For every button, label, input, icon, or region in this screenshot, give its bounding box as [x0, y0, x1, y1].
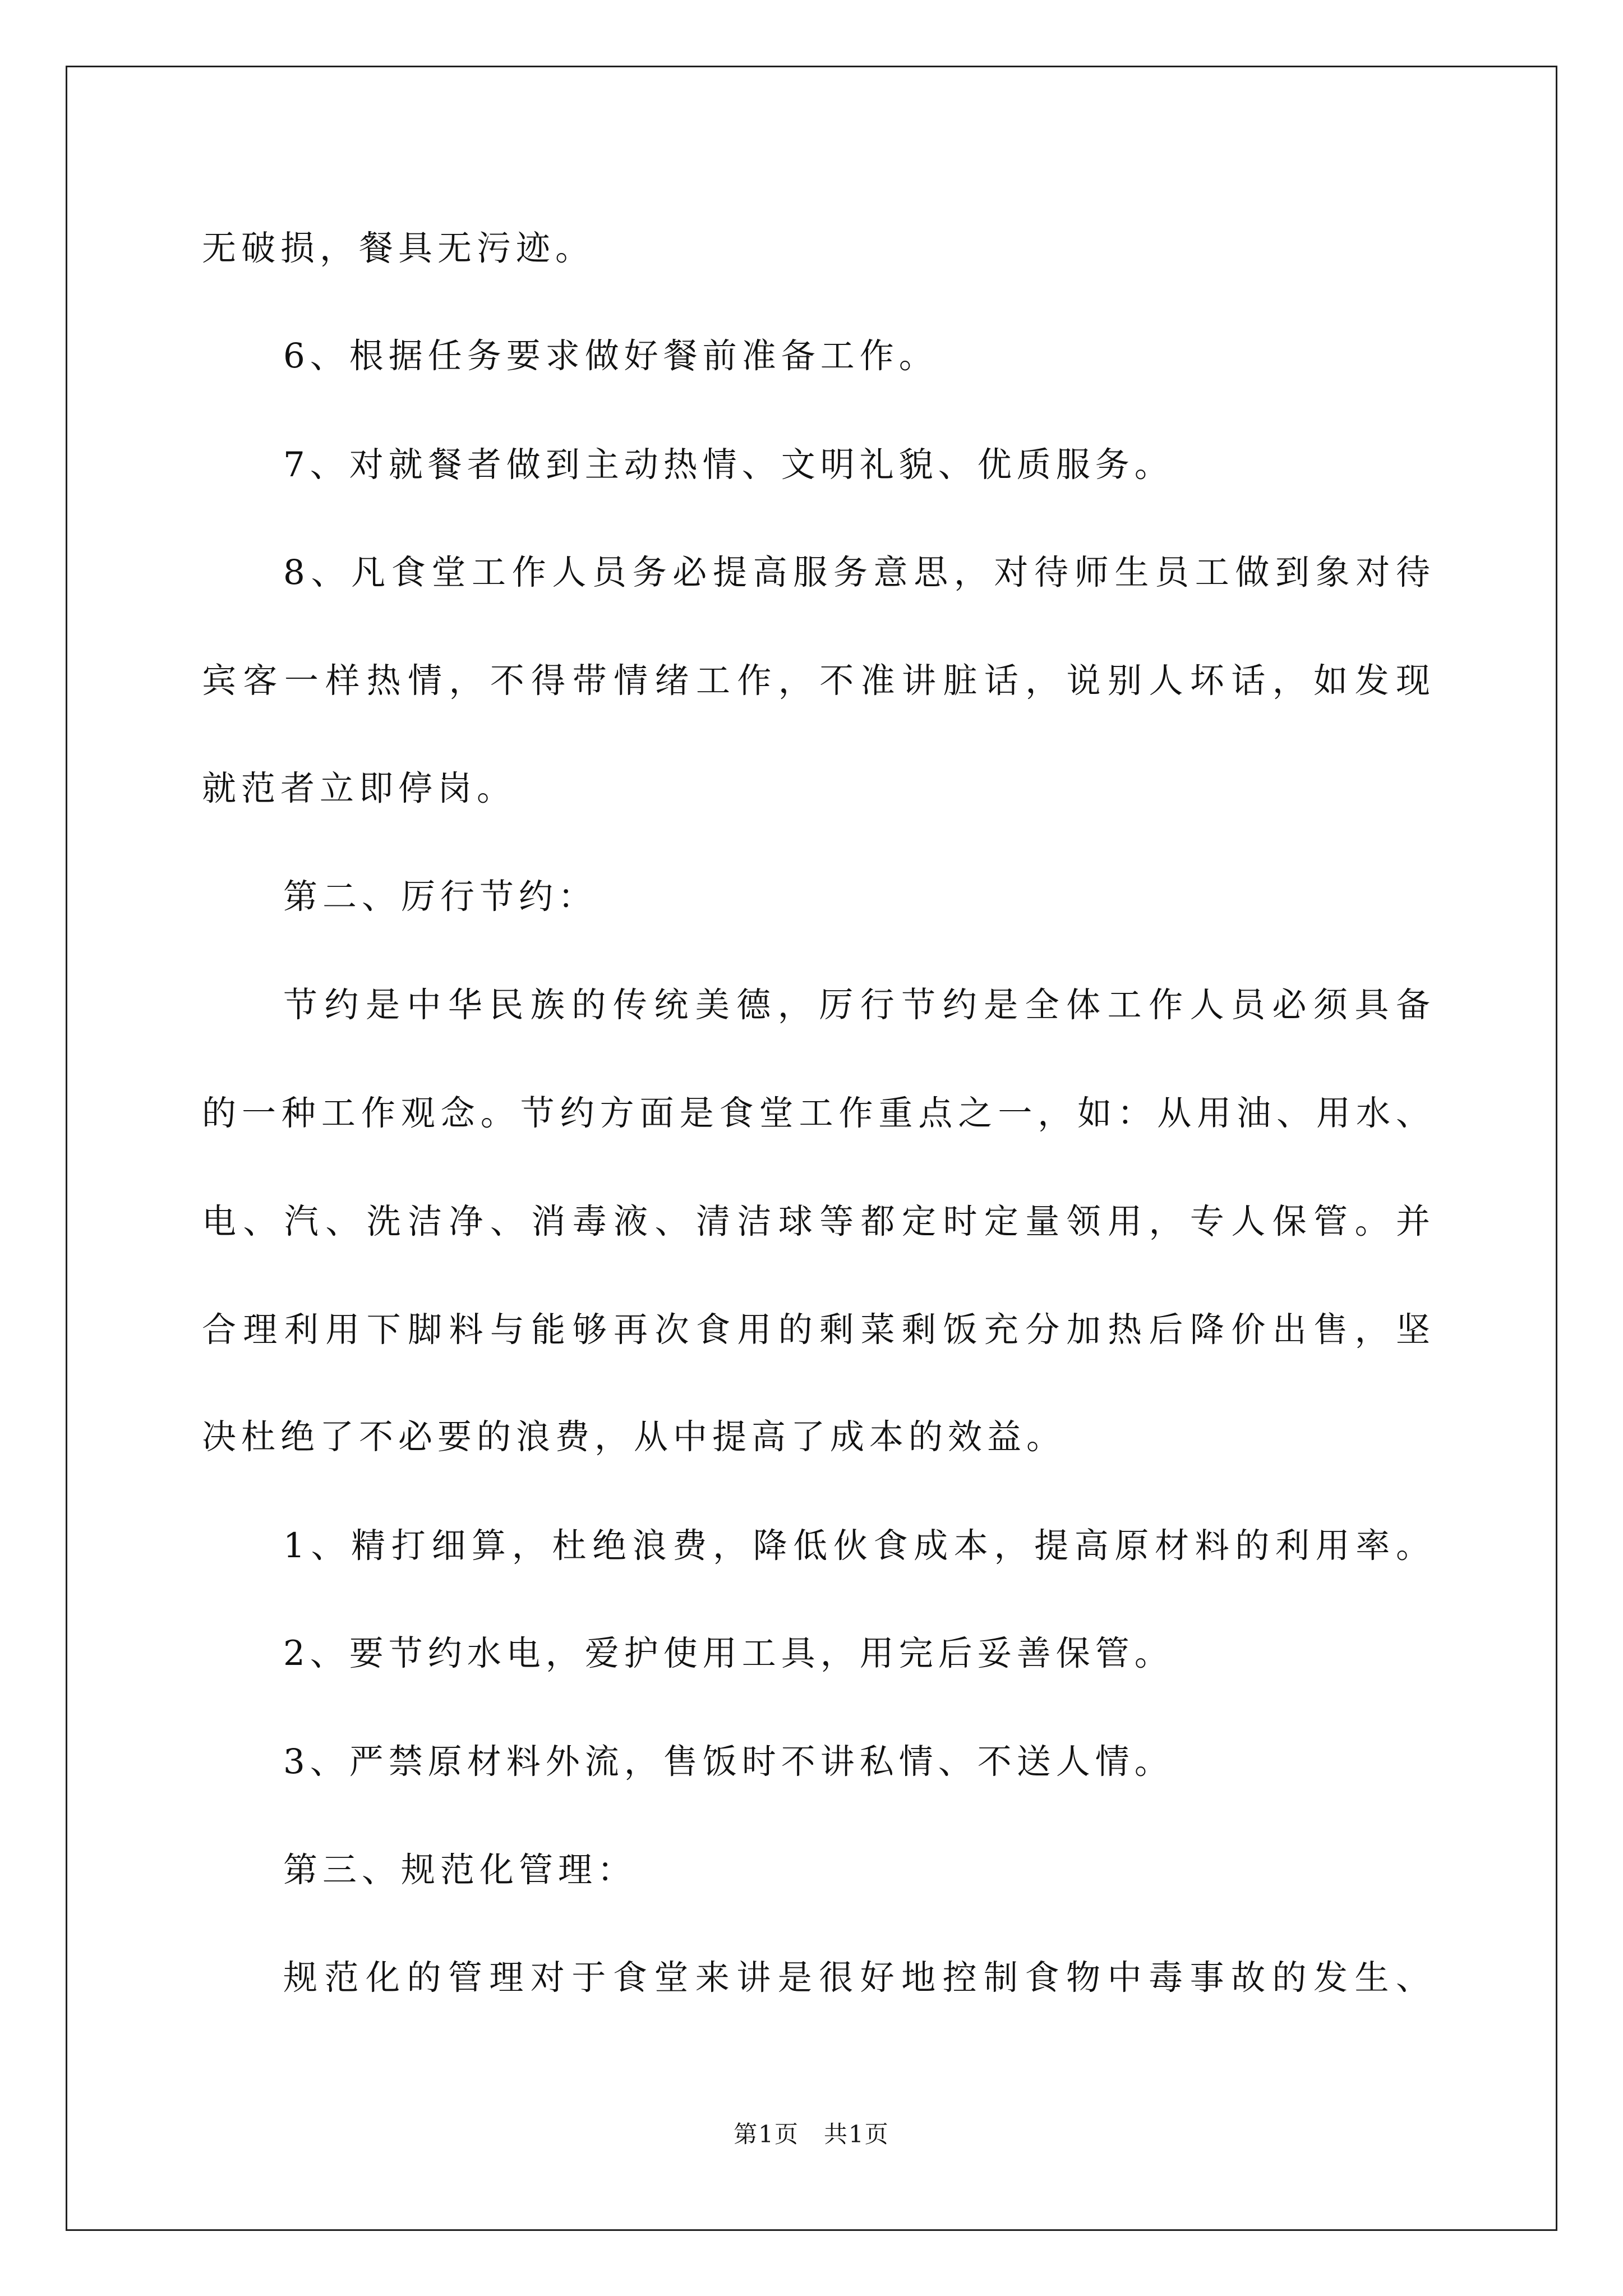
text-line: 决杜绝了不必要的浪费，从中提高了成本的效益。 — [202, 1417, 1066, 1457]
text-line: 6、根据任务要求做好餐前准备工作。 — [283, 336, 938, 376]
text-line: 无破损，餐具无污迹。 — [202, 228, 595, 268]
text-line: 8、凡食堂工作人员务必提高服务意思，对待师生员工做到象对待 — [283, 553, 1430, 592]
text-line: 2、要节约水电，爱护使用工具，用完后妥善保管。 — [283, 1634, 1174, 1673]
section-heading: 第二、厉行节约： — [283, 877, 598, 917]
text-line: 7、对就餐者做到主动热情、文明礼貌、优质服务。 — [283, 445, 1174, 485]
text-line: 的一种工作观念。节约方面是食堂工作重点之一，如：从用油、用水、 — [202, 1093, 1430, 1133]
text-line: 3、严禁原材料外流，售饭时不讲私情、不送人情。 — [283, 1742, 1174, 1782]
text-line: 就范者立即停岗。 — [202, 769, 517, 808]
section-heading: 第三、规范化管理： — [283, 1850, 637, 1890]
text-line: 电、汽、洗洁净、消毒液、清洁球等都定时定量领用，专人保管。并 — [202, 1202, 1430, 1241]
page-border — [66, 66, 1557, 2231]
text-line: 1、精打细算，杜绝浪费，降低伙食成本，提高原材料的利用率。 — [283, 1526, 1430, 1566]
text-line: 合理利用下脚料与能够再次食用的剩菜剩饭充分加热后降价出售，坚 — [202, 1310, 1430, 1350]
page-number: 第1页 共1页 — [734, 2120, 889, 2148]
text-line: 规范化的管理对于食堂来讲是很好地控制食物中毒事故的发生、 — [283, 1958, 1430, 1998]
text-line: 宾客一样热情，不得带情绪工作，不准讲脏话，说别人坏话，如发现 — [202, 661, 1430, 701]
text-line: 节约是中华民族的传统美德，厉行节约是全体工作人员必须具备 — [283, 985, 1430, 1025]
